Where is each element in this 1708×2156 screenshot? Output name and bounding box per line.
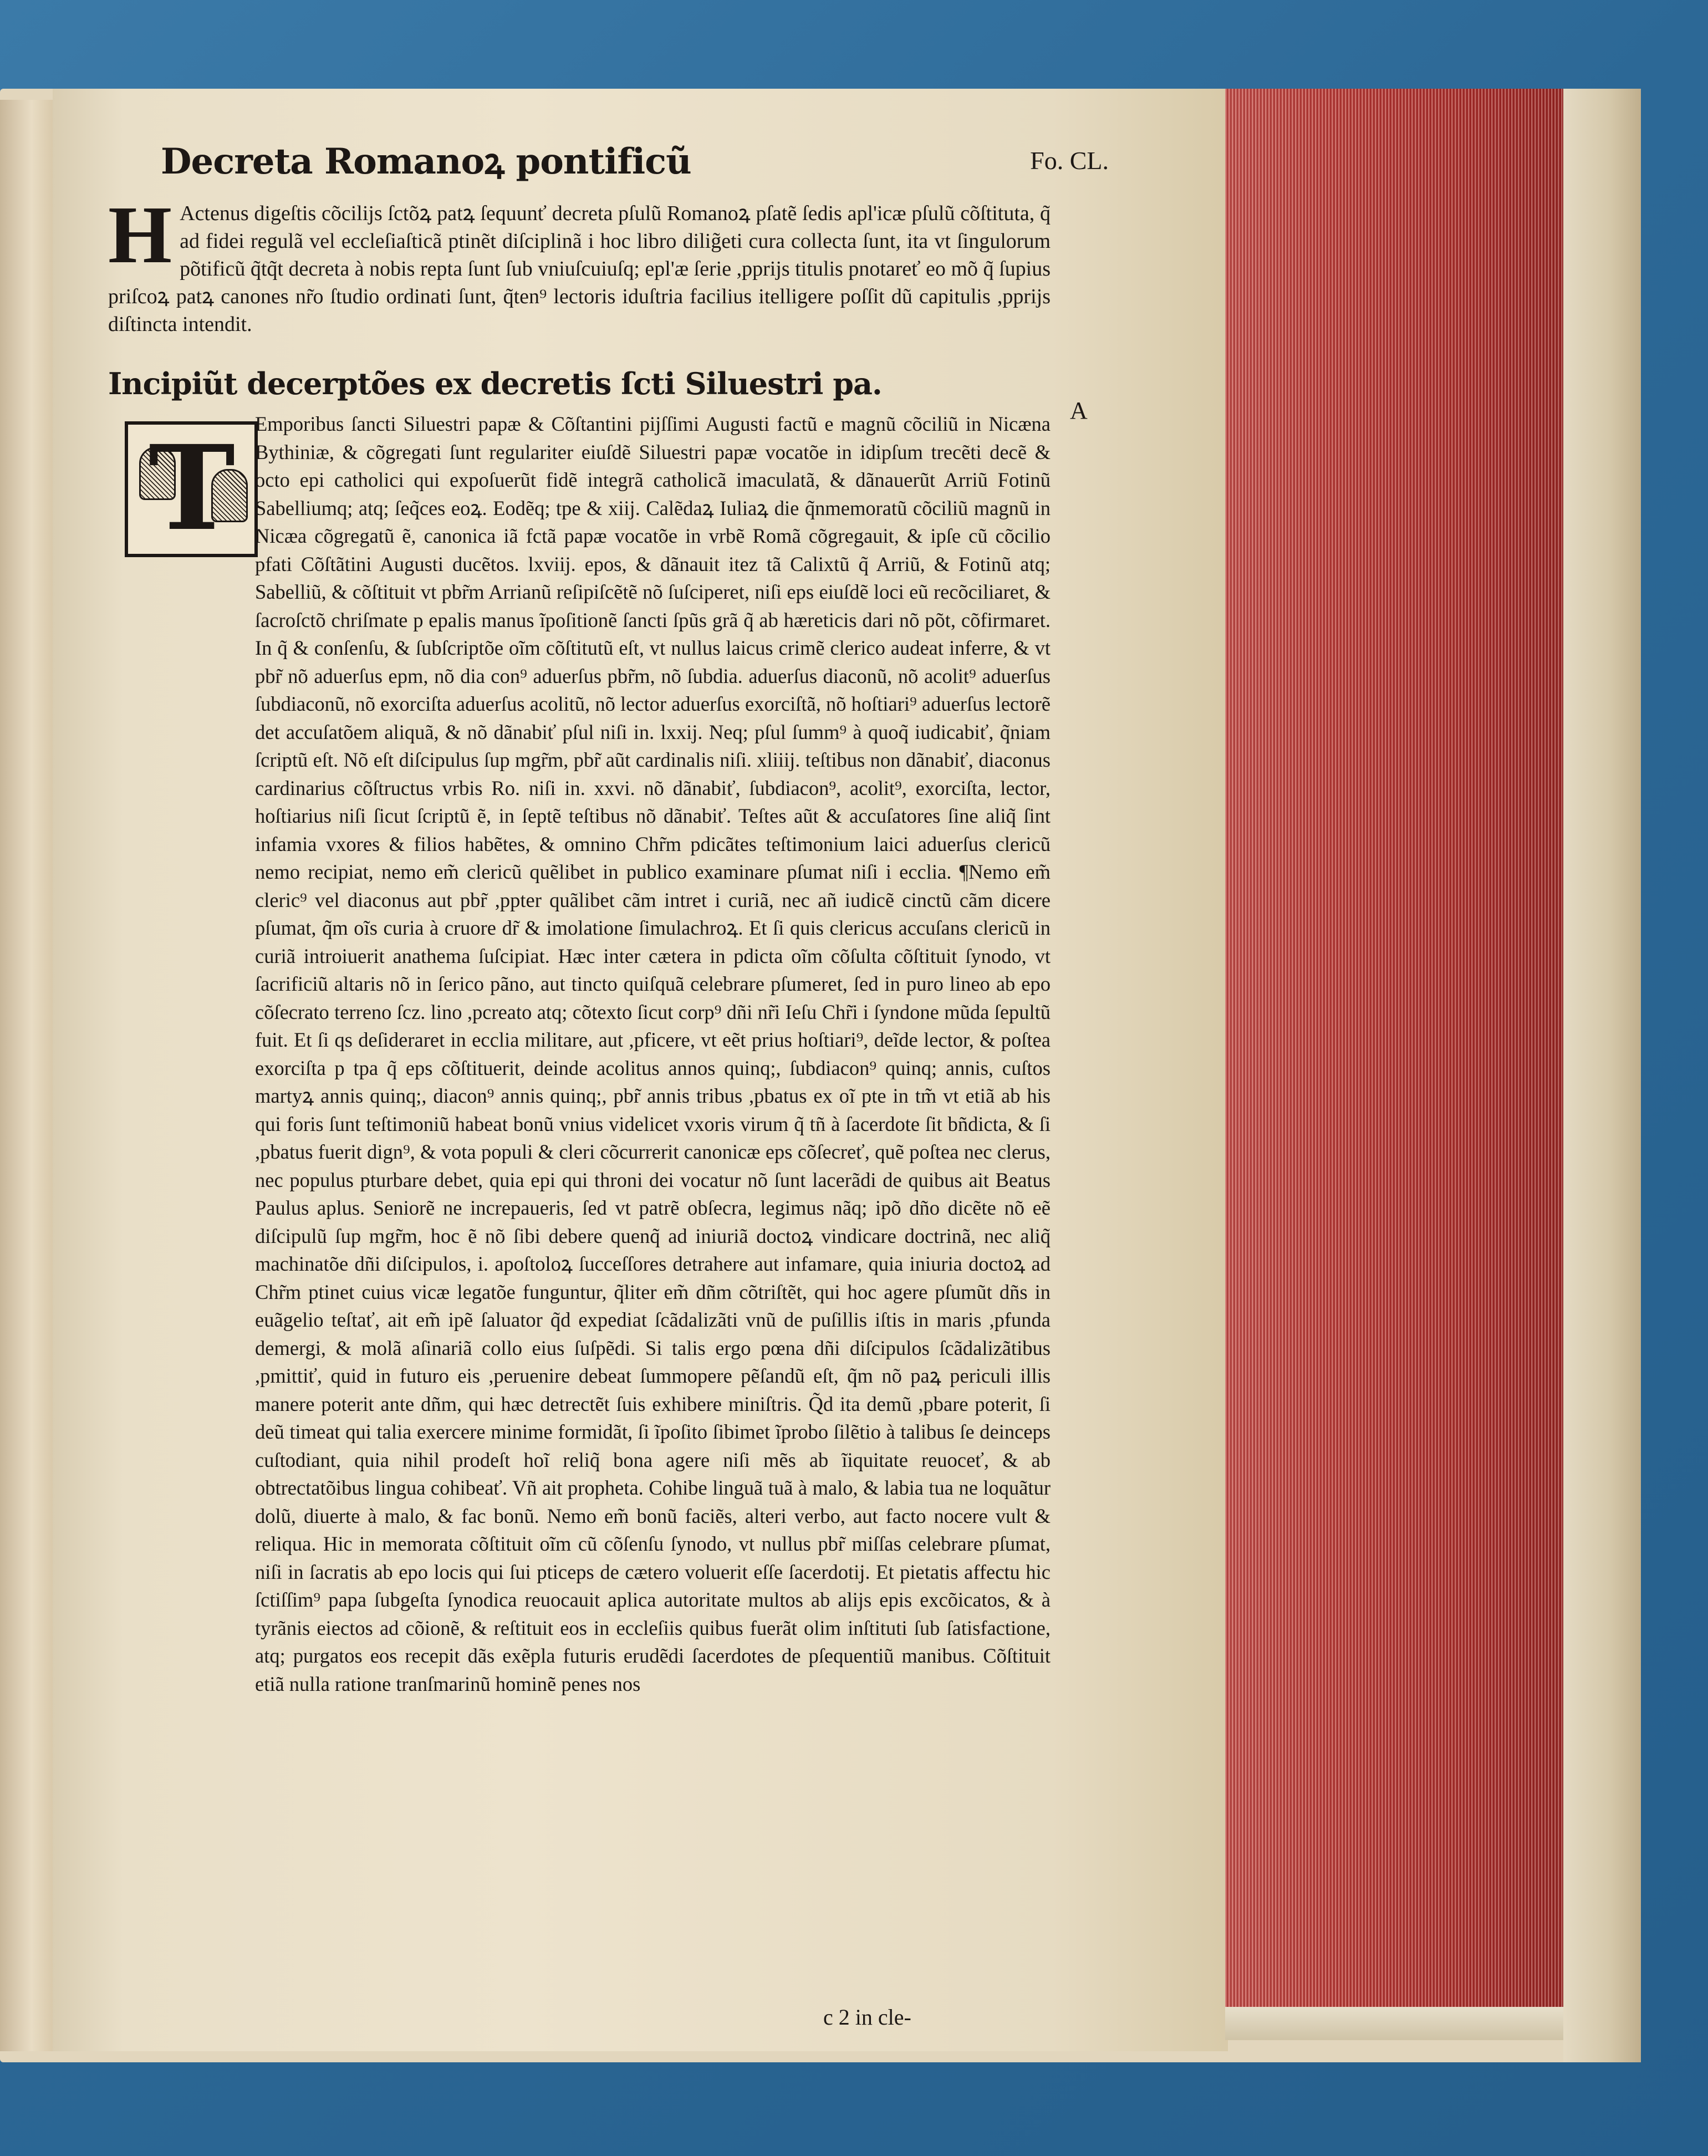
red-fore-edge [1225, 89, 1571, 2018]
body-text [108, 410, 1051, 1698]
margin-letter: A [1070, 397, 1088, 424]
fore-edge-bottom [1225, 2007, 1580, 2040]
body-paragraph: Emporibus ſancti Siluestri papæ & Cõſtantini pijſſimi Augusti factũ e magnũ cõciliũ in Nicæna Bythiniæ, & cõgregati ſunt regulariter eiuſdẽ Siluestri papæ vocatõe in idipſum trecẽti decẽ & octo epi catholici qui expoſuerũt fidẽ integrã catholicã imaculatã, & dãnauerũt Arriũ Fotinũ Sabelliumq; atq; ſeq̃ces eoꝝ. Eodẽq; tpe & xiij. Calẽdaꝝ Iuliaꝝ die q̃nmemoratũ cõciliũ magnũ in Nicæa cõgregatũ ẽ, canonica iã fctã papæ vocatõe in vrbẽ Romã cõgregauit, & ipſe cũ cõcilio pfati Cõſtãtini Augusti ducẽtos. lxviij. epos, & dãnauit itez tã Calixtũ q̃ Arriũ, & Fotinũ atq; Sabelliũ, & cõſtituit vt pbr̃m Arrianũ reſipiſcẽtẽ nõ ſuſciperet, niſi eps eiuſdẽ loci eũ recõciliaret, & ſacroſctõ chriſmate p epalis manus ĩpoſitionẽ ſancti ſpũs grã q̃ ab hæreticis dari nõ põt, cõfirmaret. In q̃ & conſenſu, & ſubſcriptõe oĩm cõſtitutũ eſt, vt nullus laicus crimẽ clerico audeat inferre, & vt pbr̃ nõ aduerſus epm, nõ dia con⁹ aduerſus pbr̃m, nõ ſubdia. aduerſus diaconũ, nõ acolit⁹ aduerſus ſubdiaconũ, nõ exorciſta aduerſus acolitũ, nõ lector aduerſus exorciſtã, nõ hoſtiari⁹ aduerſus lectorẽ det accuſatõem aliquã, & nõ dãnabiť pſul niſi in. lxxij. Neq; pſul ſumm⁹ à quoq̃ iudicabiť, q̃niam ſcriptũ eſt. Nõ eſt diſcipulus ſup mgr̃m, pbr̃ aũt cardinalis niſi. xliiij. teſtibus non dãnabiť, diaconus cardinarius cõſtructus vrbis Ro. niſi in. xxvi. nõ dãnabiť, ſubdiacon⁹, acolit⁹, exorciſta, lector, hoſtiarius niſi ſicut ſcriptũ ẽ, in ſeptẽ teſtibus nõ dãnabiť. Teſtes aũt & accuſatores ſine aliq̃ ſint infamia vxores & filios habẽtes, & omnino Chr̃m pdicãtes teſtimonium laici aduerſus clericũ nemo recipiat, nemo em̃ clericũ quẽlibet in publico examinare pſumat niſi i ecclia. ¶Nemo em̃ cleric⁹ vel diaconus aut pbr̃ ,ppter quãlibet cãm intret i curiã, nec añ iudicẽ cinctũ cãm dicere pſumat, q̃m oĩs curia à cruore dr̃ & imolatione ſimulachroꝝ. Et ſi quis clericus accuſans clericũ in curiã introiuerit anathema ſuſcipiat. Hæc inter cætera in pdicta oĩm cõſulta cõſtituit ſynodo, vt ſacrificiũ altaris nõ in ſerico pãno, aut tincto quiſquã celebrare pſumeret, ſed in puro lineo ab epo cõſecrato terreno ſcz. lino ,pcreato atq; cõtexto ſicut corp⁹ dñi nr̃i Ieſu Chr̃i i ſyndone mũda ſepultũ fuit. Et ſi qs deſideraret in ecclia militare, aut ,pficere, vt eẽt prius hoſtiari⁹, deĩde lector, & poſtea exorciſta p tpa q̃ eps cõſtituerit, deinde acolitus annos quinq;, ſubdiacon⁹ quinq; annis, cuſtos martyꝝ annis quinq;, diacon⁹ annis quinq;, pbr̃ annis tribus ,pbatus ex oĩ pte in tm̃ vt etiã ab his qui foris ſunt teſtimoniũ habeat bonũ vnius videlicet vxoris virum q̃ tñ à ſacerdote ſit bñdicta, & ſi ,pbatus fuerit dign⁹, & vota populi & cleri cõcurrerit canonicæ eps cõſecreť, quẽ poſtea nec clerus, nec populus pturbare debet, quia epi qui throni dei vocatur nõ ſunt lacerãdi de quibus ait Beatus Paulus aplus. Seniorẽ ne increpaueris, ſed vt patrẽ obſecra, legimus nãq; ipõ dño dicẽte nõ eẽ diſcipulũ ſup mgr̃m, hoc ẽ nõ ſibi debere quenq̃ ad iniuriã doctoꝝ vindicare doctrinã, nec aliq̃ machinatõe dñi diſcipulos, i. apoſtoloꝝ ſucceſſores detrahere aut infamare, quia iniuria doctoꝝ ad Chr̃m ptinet cuius vicæ legatõe funguntur, q̃liter em̃ dñm cõtriſtẽt, qui hoc agere pſumũt dñs in euãgelio teſtať, ait em̃ ipẽ ſaluator q̃d expediat ſcãdalizãti vnũ de puſillis iſtis in maris ,pfunda demergi, & molã aſinariã collo eius ſuſpẽdi. Si talis ergo pœna dñi diſcipulos ſcãdalizãtibus ,pmittiť, quid in futuro eis ,peruenire debeat ſummopere pẽſandũ eſt, q̃m nõ paꝝ periculi illis manere poterit ante dñm, qui hæc detrectẽt ſuis exhibere miniſtris. Q̃d ita demũ ,pbare poterit, ſi deũ timeat qui talia exercere minime formidãt, ſi ĩpoſito ſibimet ĩprobo ſilẽtio à talibus ſe deinceps cuſtodiant, quia nihil prodeſt hoĩ reliq̃ bona agere niſi mẽs ab ĩiquitate reuoceť, & ab obtrectatõibus lingua cohibeať. Vñ ait propheta. Cohibe linguã tuã à malo, & labia tua ne loquãtur dolũ, diuerte à malo, & fac bonũ. Nemo em̃ bonũ faciẽs, alteri verbo, aut facto nocere vult & reliqua. Hic in memorata cõſtituit oĩm cũ cõſenſu ſynodo, vt nullus pbr̃ miſſas celebrare pſumat, niſi in ſacratis ab epo locis qui ſui pticeps de cætero voluerit eſſe ſacerdotij. Et pietatis affectu hic ſctiſſim⁹ papa ſubgeſta ſynodica reuocauit aplica autoritate multos ab alijs epis excõicatos, & à tyrãnis eiectos ad cõionẽ, & reſtituit eos in eccleſiis quibus fuerãt olim inſtituti ſub ſatisfactione, atq; purgatos eos recepit dãs exẽpla futuris erudẽdi ſacerdotes de pſequentiũ manibus. Cõſtituit etiã nulla ratione tranſmarinũ hominẽ penes nos [255, 412, 1051, 1695]
section-heading: Incipiũt decerptões ex decretis ſcti Siluestri pa. [108, 366, 882, 401]
intro-text: Actenus digeſtis cõcilijs ſctõꝝ patꝝ ſequunť decreta pſulũ Romanoꝝ pſatẽ ſedis apl'icæ pſulũ cõſtituta, q̃ ad fidei regulã vel eccleſiaſticã ptinẽt diſciplinã i hoc libro dilig̃eti cura collecta ſunt, ita vt ſingulorum põtificũ q̃tq̃t decreta à nobis repta ſunt ſub vniuſcuiuſq; epl'æ ſerie ,pprijs titulis pnotareť eo mõ q̃ ſupius priſcoꝝ patꝝ canones nr̃o ſtudio ordinati ſunt, q̃ten⁹ lectoris iduſtria facilius itelligere poſſit dũ capitulis ,pprijs diſtincta intendit. [108, 202, 1051, 336]
signature-line: c 2 in cle- [823, 2005, 911, 2030]
intro-paragraph [108, 190, 1051, 338]
text-block [108, 133, 1109, 2030]
folio-number: Fo. CL. [1030, 146, 1109, 175]
intro-initial: H [108, 190, 172, 281]
cover-flap [1563, 89, 1641, 2062]
left-page-edge [0, 100, 54, 2051]
running-head [161, 136, 1109, 202]
woodcut-letter: T [148, 420, 236, 557]
running-title: Decreta Romanoꝝ pontificũ [161, 141, 691, 182]
